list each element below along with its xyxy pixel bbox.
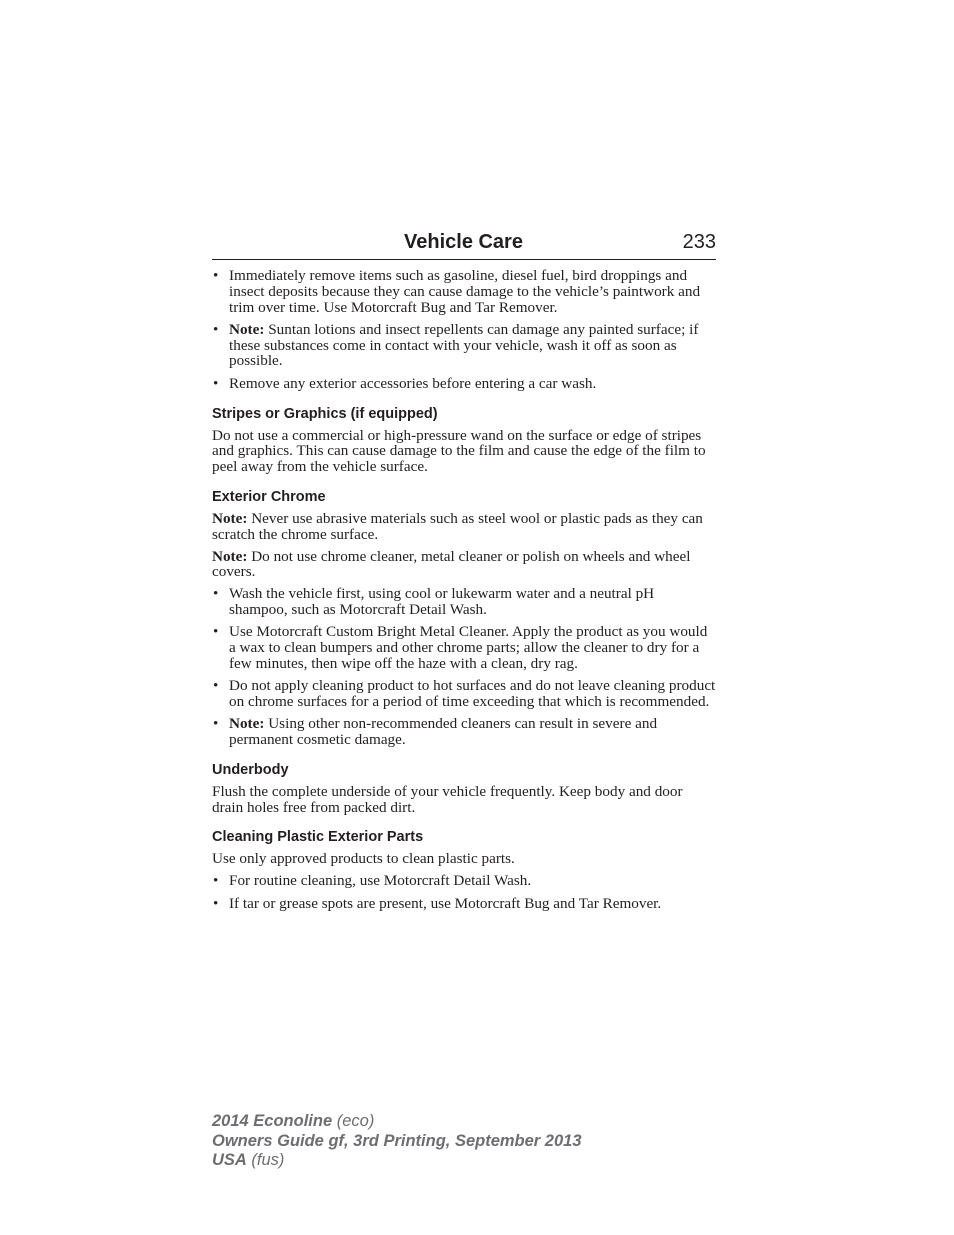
list-item: • For routine cleaning, use Motorcraft Detail Wash. [212, 873, 716, 889]
list-item: • Note: Using other non-recommended cleaners can result in severe and permanent cosmetic damage. [212, 716, 716, 748]
list-item: • Wash the vehicle first, using cool or lukewarm water and a neutral pH shampoo, such as Motorcraft Detail Wash. [212, 586, 716, 618]
section-title: Vehicle Care [404, 231, 523, 253]
footer-line-2: Owners Guide gf, 3rd Printing, September 2013 [212, 1131, 582, 1150]
chrome-heading: Exterior Chrome [212, 488, 326, 505]
plastic-heading: Cleaning Plastic Exterior Parts [212, 829, 424, 846]
list-item: • Note: Suntan lotions and insect repellents can damage any painted surface; if these substances come in contact with your vehicle, wash it off as soon as possible. [212, 322, 716, 369]
page-number: 233 [682, 231, 716, 253]
underbody-paragraph: Flush the complete underside of your vehicle frequently. Keep body and door drain holes free from packed dirt. [212, 782, 683, 816]
list-item: • Remove any exterior accessories before entering a car wash. [212, 376, 716, 392]
underbody-heading: Underbody [212, 761, 289, 778]
list-item: • If tar or grease spots are present, use Motorcraft Bug and Tar Remover. [212, 896, 716, 912]
list-item: • Do not apply cleaning product to hot surfaces and do not leave cleaning product on chrome surfaces for a period of time exceeding that which is recommended. [212, 678, 716, 710]
chrome-note-1: Note: Never use abrasive materials such as steel wool or plastic pads as they can scratch the chrome surface. [212, 509, 703, 543]
footer-line-3: USA (fus) [212, 1151, 285, 1169]
plastic-paragraph: Use only approved products to clean plastic parts. [212, 850, 515, 868]
stripes-heading: Stripes or Graphics (if equipped) [212, 405, 438, 422]
page-content [212, 268, 716, 918]
page-header [212, 229, 716, 260]
chrome-note-2: Note: Do not use chrome cleaner, metal cleaner or polish on wheels and wheel covers. [212, 547, 691, 581]
footer-line-1: 2014 Econoline (eco) [212, 1112, 375, 1130]
page-footer [212, 1112, 582, 1171]
stripes-paragraph: Do not use a commercial or high-pressure wand on the surface or edge of stripes and graphics. This can cause damage to the film and cause the edge of the film to peel away from the vehicle surface. [212, 426, 706, 476]
list-item: • Use Motorcraft Custom Bright Metal Cleaner. Apply the product as you would a wax to clean bumpers and other chrome parts; allow the cleaner to dry for a few minutes, then wipe off the haze with a clean, dry rag. [212, 624, 716, 671]
list-item: • Immediately remove items such as gasoline, diesel fuel, bird droppings and insect deposits because they can cause damage to the vehicle’s paintwork and trim over time. Use Motorcraft Bug and Tar Remover. [212, 268, 716, 315]
